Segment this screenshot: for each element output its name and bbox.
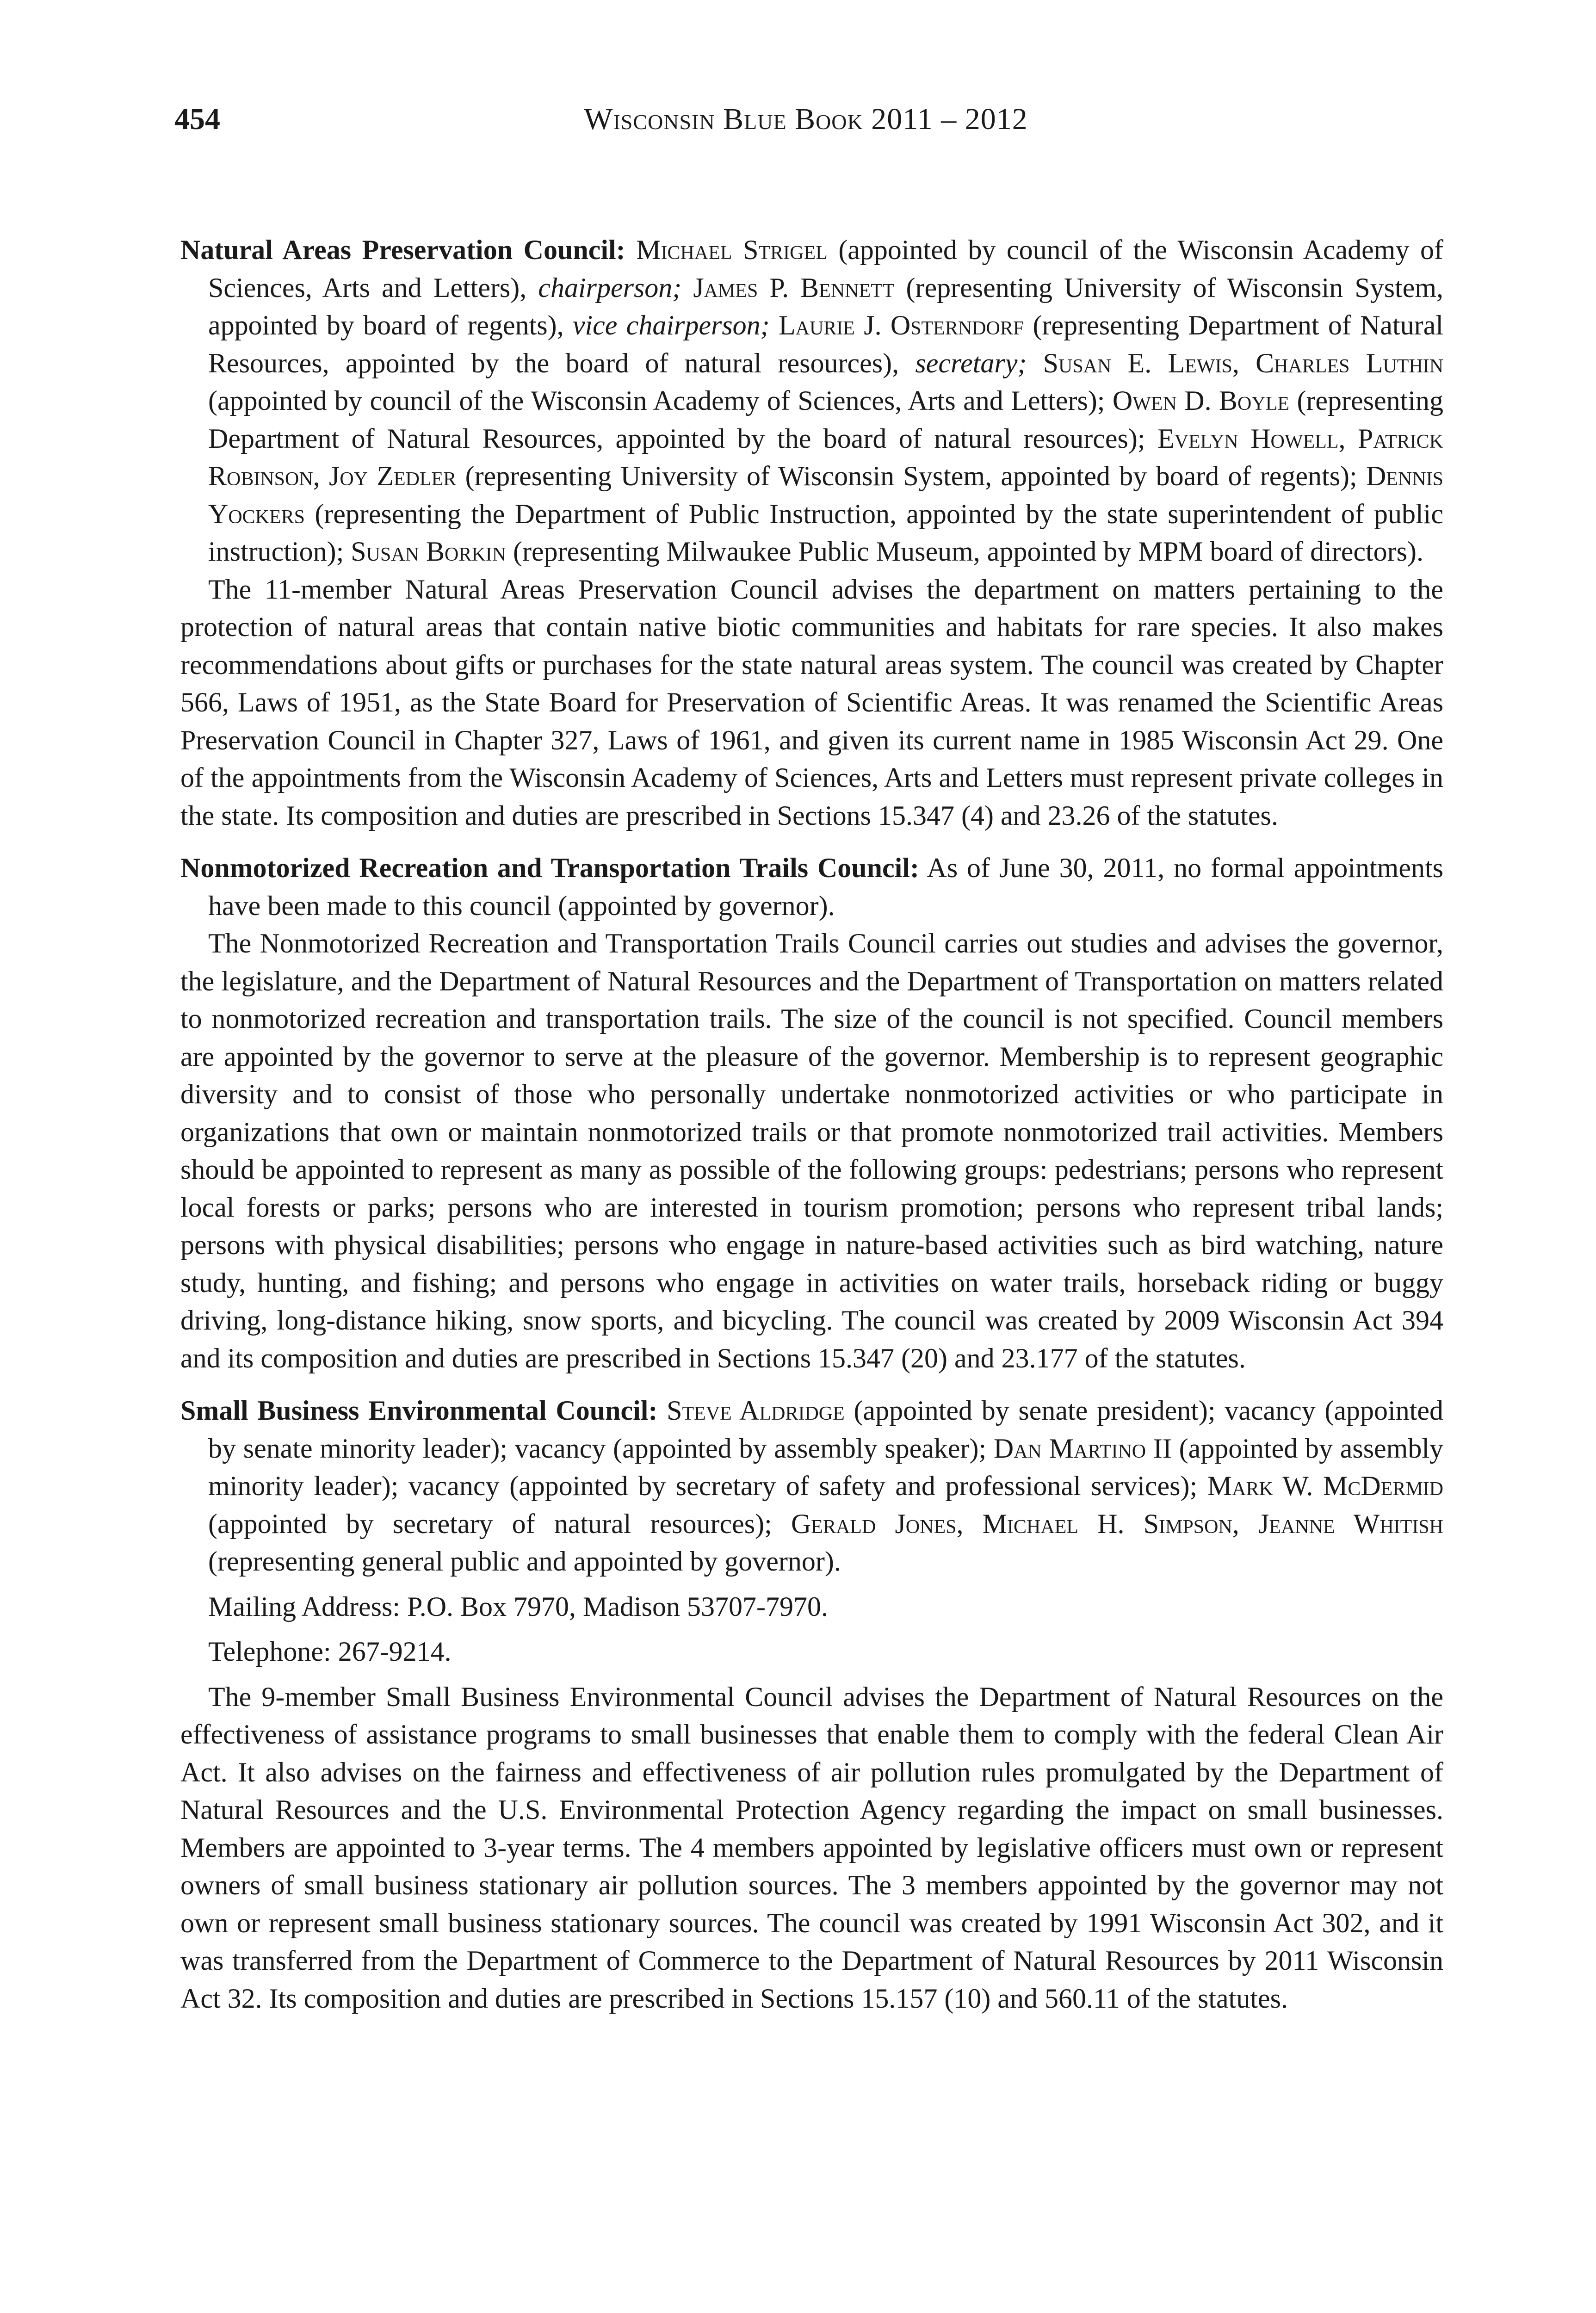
entry-text (657, 1395, 667, 1426)
member-name: Jeanne Whitish (1258, 1508, 1444, 1539)
entry-text: As of June 30, 2011, no formal appointments have been made to this council (appointed by governor). (208, 853, 1443, 921)
entry-text (1027, 348, 1043, 378)
member-name: Dan Martino (993, 1433, 1146, 1464)
member-name: Mark W. McDermid (1207, 1471, 1443, 1501)
entry-text: , (956, 1508, 983, 1539)
role-label: secretary; (915, 347, 1027, 378)
entry-text: (representing Department of Natural Resources, appointed by the board of natural resources); (208, 385, 1443, 454)
page-number: 454 (174, 102, 220, 136)
entry-text: (appointed by senate president); vacancy (appointed by senate minority leader); vacancy (appointed by assembly speaker); (208, 1395, 1443, 1464)
member-name: Owen D. Boyle (1112, 385, 1290, 416)
page-content (180, 231, 1443, 2017)
entry-text: (appointed by council of the Wisconsin Academy of Sciences, Arts and Letters), (208, 235, 1444, 303)
member-name: Evelyn Howell (1157, 423, 1339, 454)
council-heading: Nonmotorized Recreation and Transportation Trails Council: (180, 853, 919, 883)
member-name: Michael Strigel (636, 235, 828, 265)
telephone: Telephone: 267-9214. (208, 1636, 452, 1667)
member-name: James P. Bennett (693, 272, 895, 303)
small-business-council-description: The 9-member Small Business Environmental Council advises the Department of Natural Resources on the effectiveness of assistance programs to small businesses that enable them to comply with the federal Clean Air Act. It also advises on the fairness and effectiveness of air pollution rules promulgated by the Department of Natural Resources and the U.S. Environmental Protection Agency regarding the impact on small businesses. Members are appointed to 3-year terms. The 4 members appointed by legislative officers must own or represent owners of small business stationary air pollution sources. The 3 members appointed by the governor may not own or represent small business stationary sources. The council was created by 1991 Wisconsin Act 302, and it was transferred from the Department of Commerce to the Department of Natural Resources by 2011 Wisconsin Act 32. Its composition and duties are prescribed in Sections 15.157 (10) and 560.11 of the statutes. (180, 1681, 1443, 2014)
role-label: chairperson; (538, 272, 682, 303)
member-name: Patrick Robinson (208, 423, 1444, 491)
entry-text: (representing Department of Natural Resources, appointed by the board of natural resources), (208, 310, 1443, 378)
entry-text: , (1338, 423, 1358, 454)
running-head (174, 96, 1437, 142)
member-name: Susan Borkin (351, 536, 507, 567)
entry-text: (appointed by council of the Wisconsin Academy of Sciences, Arts and Letters); (208, 385, 1113, 416)
small-business-council-entry (180, 1392, 1443, 1581)
member-name: Steve Aldridge (667, 1395, 845, 1426)
member-name: Michael H. Simpson (982, 1508, 1232, 1539)
entry-text (770, 310, 779, 340)
member-name: Laurie J. Osterndorf (778, 310, 1024, 340)
council-heading: Small Business Environmental Council: (180, 1395, 658, 1426)
entry-text: , (1232, 1508, 1258, 1539)
entry-text: , (1232, 347, 1256, 378)
entry-text: (representing the Department of Public Instruction, appointed by the state superintendent of public instruction); (208, 498, 1443, 567)
entry-text: , (313, 461, 329, 491)
member-name: Joy Zedler (329, 461, 457, 491)
member-name: Charles Luthin (1256, 347, 1444, 378)
entry-text: (representing Milwaukee Public Museum, appointed by MPM board of directors). (506, 536, 1423, 567)
trails-council-entry (180, 849, 1443, 925)
entry-text: II (appointed by assembly minority leader); vacancy (appointed by secretary of safety and professional services); (208, 1433, 1444, 1501)
trails-council-description: The Nonmotorized Recreation and Transportation Trails Council carries out studies and advises the governor, the legislature, and the Department of Natural Resources and the Department of Transportation on matters related to nonmotorized recreation and transportation trails. The size of the council is not specified. Council members are appointed by the governor to serve at the pleasure of the governor. Membership is to represent geographic diversity and to consist of those who personally undertake nonmotorized activities or who participate in organizations that own or maintain nonmotorized trails or that promote nonmotorized trail activities. Members should be appointed to represent as many as possible of the following groups: pedestrians; persons who represent local forests or parks; persons who are interested in tourism promotion; persons who represent tribal lands; persons with physical disabilities; persons who engage in nature-based activities such as bird watching, nature study, hunting, and fishing; and persons who engage in activities on water trails, horseback riding or buggy driving, long-distance hiking, snow sports, and bicycling. The council was created by 2009 Wisconsin Act 394 and its composition and duties are prescribed in Sections 15.347 (20) and 23.177 of the statutes. (180, 928, 1443, 1373)
natural-areas-council-entry (180, 231, 1443, 571)
role-label: vice chairperson; (572, 310, 770, 340)
entry-text: (representing University of Wisconsin System, appointed by board of regents), (208, 272, 1444, 340)
mailing-address: Mailing Address: P.O. Box 7970, Madison 53707-7970. (208, 1591, 829, 1622)
entry-text: (representing University of Wisconsin System, appointed by board of regents); (456, 461, 1367, 491)
entry-text (681, 272, 693, 303)
member-name: Dennis Yockers (208, 461, 1444, 529)
entry-text: (appointed by secretary of natural resources); (208, 1508, 791, 1539)
natural-areas-description: The 11-member Natural Areas Preservation Council advises the department on matters pertaining to the protection of natural areas that contain native biotic communities and habitats for rare species. It also makes recommendations about gifts or purchases for the state natural areas system. The council was created by Chapter 566, Laws of 1951, as the State Board for Preservation of Scientific Areas. It was renamed the Scientific Areas Preservation Council in Chapter 327, Laws of 1961, and given its current name in 1985 Wisconsin Act 29. One of the appointments from the Wisconsin Academy of Sciences, Arts and Letters must represent private colleges in the state. Its composition and duties are prescribed in Sections 15.347 (4) and 23.26 of the statutes. (180, 574, 1443, 831)
member-name: Gerald Jones (791, 1508, 957, 1539)
member-name: Susan E. Lewis (1043, 347, 1232, 378)
entry-text: (representing general public and appointed by governor). (208, 1546, 841, 1577)
council-heading: Natural Areas Preservation Council: (180, 235, 625, 265)
book-title: Wisconsin Blue Book 2011 – 2012 (584, 102, 1028, 136)
